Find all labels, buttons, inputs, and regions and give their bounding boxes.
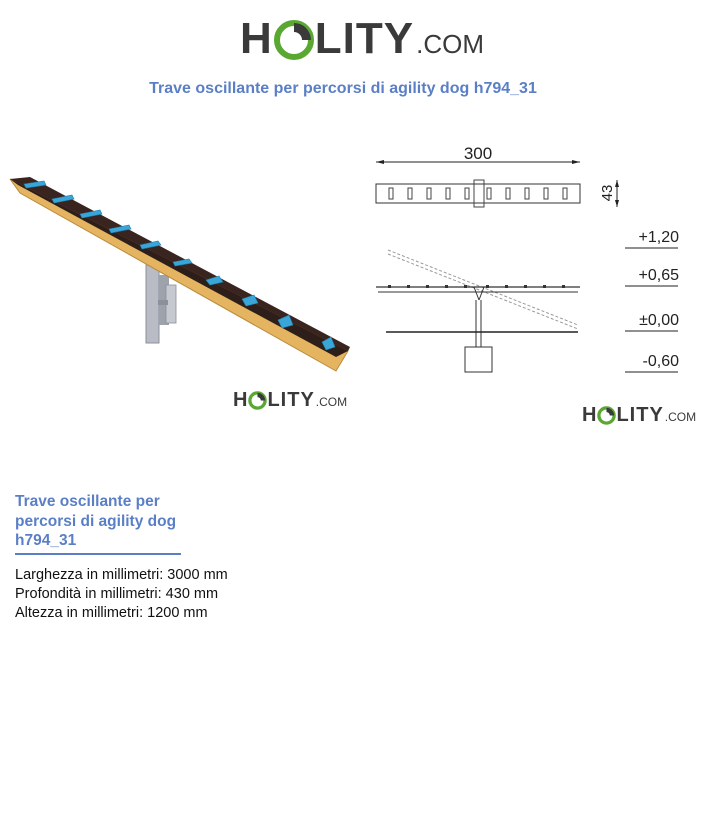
level-label: ±0,00 [639, 312, 679, 329]
spec-height: Altezza in millimetri: 1200 mm [15, 605, 208, 621]
logo-letters-lity: LITY [314, 14, 415, 63]
product-specs [15, 566, 228, 623]
width-dimension-label: 300 [463, 144, 493, 163]
depth-dimension-label: 43 [599, 184, 616, 202]
logo-o-icon [248, 391, 267, 410]
logo-letters-lity: LITY [267, 389, 315, 411]
logo-domain: .COM [664, 410, 697, 424]
holity-logo-small [233, 389, 347, 412]
level-label: +0,65 [638, 267, 679, 284]
level-label: +1,20 [638, 229, 679, 246]
spec-width: Larghezza in millimetri: 3000 mm [15, 567, 228, 583]
holity-logo-small [582, 404, 696, 427]
technical-drawing [370, 140, 690, 380]
logo-domain: .COM [416, 29, 484, 59]
logo-letters-lity: LITY [616, 404, 664, 426]
logo-domain: .COM [315, 395, 348, 409]
product-heading: Trave oscillante per percorsi di agility dog h794_31 [15, 493, 177, 549]
spec-depth: Profondità in millimetri: 430 mm [15, 586, 219, 602]
logo-o-icon [597, 406, 616, 425]
logo-letter-h: H [582, 404, 598, 426]
level-label: -0,60 [642, 353, 679, 370]
product-3d-image [8, 165, 358, 380]
page-title: Trave oscillante per percorsi di agility dog h794_31 [149, 80, 537, 97]
holity-logo[interactable] [240, 14, 484, 66]
logo-letter-h: H [240, 14, 273, 63]
logo-letter-h: H [233, 389, 249, 411]
logo-o-icon [274, 20, 314, 60]
heading-divider [15, 553, 181, 555]
